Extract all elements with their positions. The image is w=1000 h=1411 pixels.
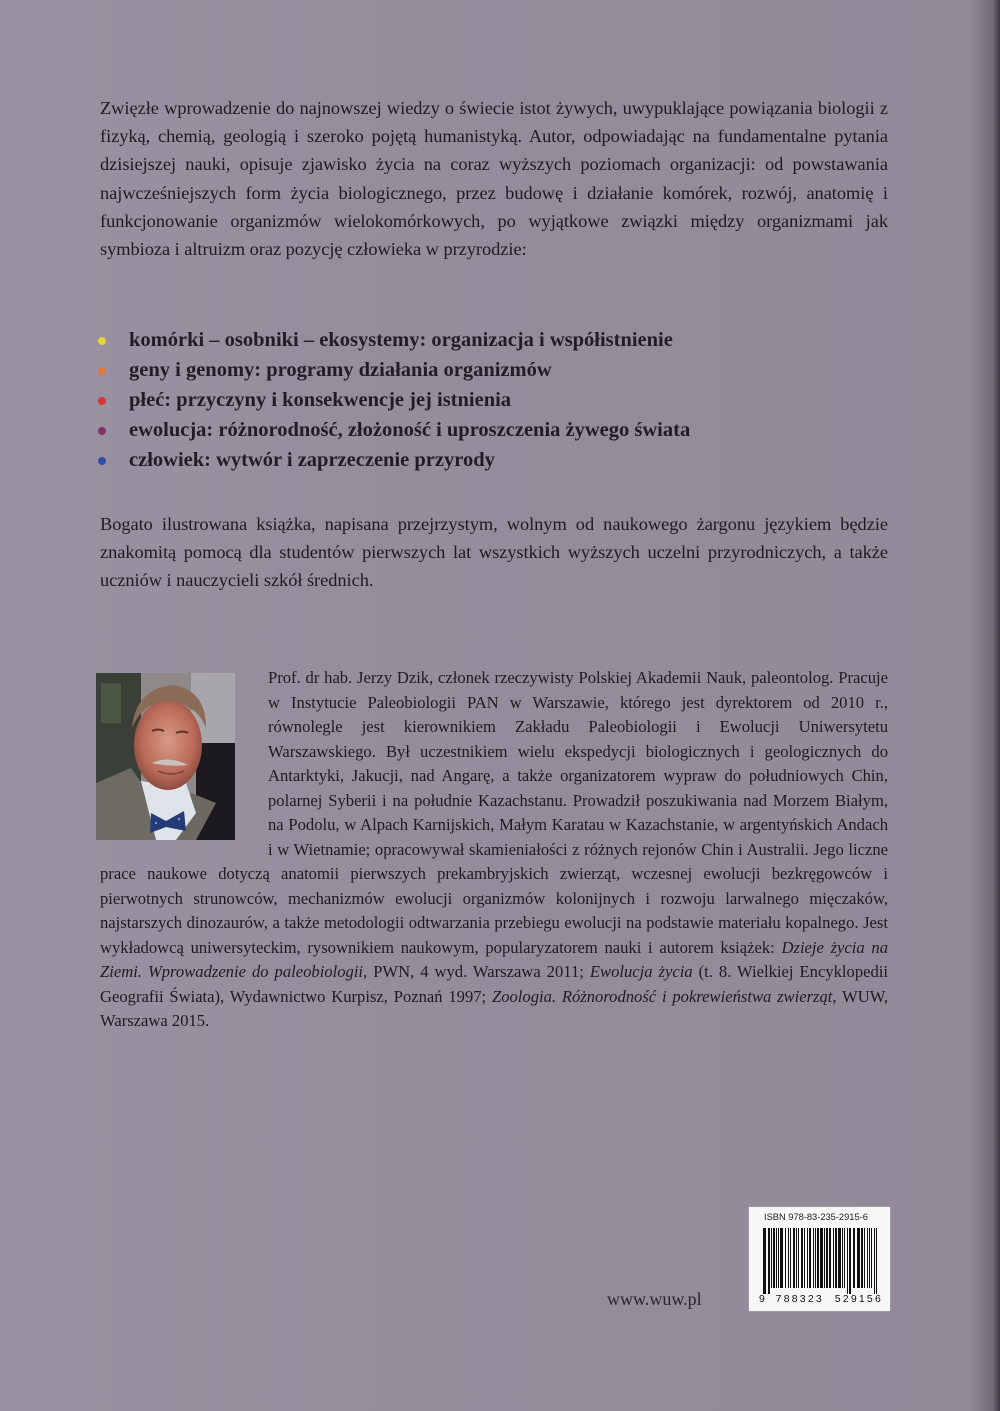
- topic-label: komórki – osobniki – ekosystemy: organizacja i współistnienie: [129, 329, 673, 351]
- barcode-bar: [790, 1228, 791, 1288]
- bullet-dot-icon: [98, 337, 106, 345]
- barcode-bar: [817, 1228, 819, 1288]
- barcode-bar: [807, 1228, 808, 1288]
- book-title: Dzieje życia na Ziemi. Wprowadzenie do paleobiologii: [100, 937, 888, 981]
- topic-item: [96, 385, 690, 415]
- barcode-bar: [861, 1228, 863, 1288]
- barcode-bar: [853, 1228, 855, 1288]
- intro-paragraph: Zwięzłe wprowadzenie do najnowszej wiedzy o świecie istot żywych, uwypuklające powiązania biologii z fizyką, chemią, geologią i szeroko pojętą humanistyką. Autor, odpowiadając na fundamentalne pytania dzisiejszej nauki, opisuje zjawisko życia na coraz wyższych poziomach organizacji: od powstawania najwcześniejszych form życia biologicznego, przez budowę i działanie komórek, rozwój, anatomię i funkcjonowanie organizmów wielokomórkowych, po wyjątkowe związki między organizmami jak symbioza i altruizm oraz pozycję człowieka w przyrodzie:: [100, 98, 888, 260]
- barcode-bar: [809, 1228, 811, 1288]
- barcode-bar: [857, 1228, 860, 1288]
- publisher-url[interactable]: www.wuw.pl: [607, 1289, 702, 1309]
- bullet-dot-icon: [98, 367, 106, 375]
- book-info: , WUW, Warszawa 2015.: [100, 986, 888, 1030]
- bullet-dot-icon: [98, 457, 106, 465]
- barcode-bar: [793, 1228, 795, 1288]
- topic-item: [96, 355, 690, 385]
- barcode-digits: [759, 1293, 883, 1305]
- topic-item: [96, 445, 690, 475]
- barcode-bar: [785, 1228, 786, 1288]
- barcode-bar: [763, 1228, 766, 1294]
- barcode-bar: [815, 1228, 816, 1288]
- barcode-bar: [801, 1228, 803, 1288]
- barcode-bars: [761, 1228, 879, 1294]
- book-title: Zoologia. Różnorodność i pokrewieństwa zwierząt: [491, 986, 833, 1006]
- barcode-bar: [842, 1228, 843, 1288]
- barcode-bar: [867, 1228, 868, 1288]
- barcode-bar: [833, 1228, 834, 1288]
- barcode-bar: [829, 1228, 831, 1288]
- author-bio: [100, 666, 888, 1034]
- barcode-bar: [876, 1228, 877, 1294]
- barcode-bar: [773, 1228, 775, 1288]
- book-title: Ewolucja życia: [589, 962, 693, 981]
- topic-label: płeć: przyczyny i konsekwencje jej istnienia: [129, 389, 512, 411]
- isbn-barcode: [749, 1207, 890, 1311]
- topics-list: [96, 325, 690, 475]
- outro-paragraph: Bogato ilustrowana książka, napisana przejrzystym, wolnym od naukowego żargonu językiem będzie znakomitą pomocą dla studentów pierwszych lat wszystkich wyższych uczelni przyrodniczych, a także uczniów i nauczycieli szkół średnich.: [100, 514, 888, 591]
- barcode-bar: [813, 1228, 814, 1288]
- topic-label: geny i genomy: programy działania organizmów: [129, 359, 552, 381]
- barcode-bar: [844, 1228, 845, 1288]
- barcode-bar: [847, 1228, 848, 1294]
- barcode-bar: [804, 1228, 805, 1288]
- barcode-bar: [871, 1228, 872, 1288]
- barcode-bar: [778, 1228, 779, 1288]
- bullet-dot-icon: [98, 427, 106, 435]
- bio-text: Prof. dr hab. Jerzy Dzik, członek rzeczywisty Polskiej Akademii Nauk, paleontolog. Pracuje w Instytucie Paleobiologii PAN w Warszawie, którego jest dyrektorem od 2010 r., równolegle jest kierownikiem Zakładu Paleobiologii i Ewolucji Uniwersytetu Warszawskiego. Był uczestnikiem wielu ekspedycji biologicznych i geologicznych do Antarktyki, Jakucji, nad Angarę, a także organizatorem wypraw do południowych Chin, polarnej Syberii i na południe Kazachstanu. Prowadził poszukiwania nad Morzem Białym, na Podolu, w Alpach Karnijskich, Małym Karatau w Kazachstanie, w argentyńskich Andach i w Wietnamie; opracowywał skamieniałości z różnych rejonów Chin i Australii. Jego liczne prace naukowe dotyczą anatomii pierwszych prekambryjskich zwierząt, wczesnej ewolucji bezkręgowców i pierwotnych strunowców, mechanizmów ewolucji organizmów kolonijnych i rozwoju larwalnego mięczaków, najstarszych dinozaurów, a także metodologii odtwarzania przebiegu ewolucji na podstawie materiału kopalnego. Jest wykładowcą uniwersyteckim, rysownikiem naukowym, popularyzatorem nauki i autorem książek:: [100, 668, 888, 957]
- barcode-bar: [796, 1228, 797, 1288]
- topic-label: człowiek: wytwór i zaprzeczenie przyrody: [129, 449, 495, 471]
- barcode-bar: [771, 1228, 772, 1288]
- barcode-bar: [838, 1228, 841, 1288]
- barcode-bar: [864, 1228, 865, 1288]
- topic-label: ewolucja: różnorodność, złożoność i uproszczenia żywego świata: [129, 419, 691, 441]
- barcode-bar: [835, 1228, 837, 1288]
- barcode-bar: [776, 1228, 777, 1288]
- topic-item: [96, 325, 690, 355]
- book-info: , PWN, 4 wyd. Warszawa 2011;: [363, 962, 590, 981]
- barcode-digit-group: 529156: [834, 1293, 883, 1305]
- barcode-bar: [824, 1228, 825, 1288]
- book-info: (t. 8. Wielkiej Encyklopedii Geografii Świata), Wydawnictwo Kurpisz, Poznań 1997;: [100, 962, 888, 1006]
- barcode-bar: [768, 1228, 770, 1294]
- barcode-bar: [798, 1228, 799, 1288]
- barcode-bar: [874, 1228, 875, 1294]
- barcode-bar: [849, 1228, 851, 1294]
- barcode-bar: [826, 1228, 828, 1288]
- isbn-label: ISBN 978-83-235-2915-6: [764, 1212, 868, 1222]
- barcode-digit-group: 9: [759, 1293, 765, 1305]
- bullet-dot-icon: [98, 397, 106, 405]
- barcode-bar: [780, 1228, 783, 1288]
- barcode-bar: [788, 1228, 789, 1288]
- barcode-bar: [820, 1228, 823, 1288]
- barcode-digit-group: 788323: [775, 1293, 824, 1305]
- barcode-bar: [869, 1228, 870, 1288]
- topic-item: [96, 415, 690, 445]
